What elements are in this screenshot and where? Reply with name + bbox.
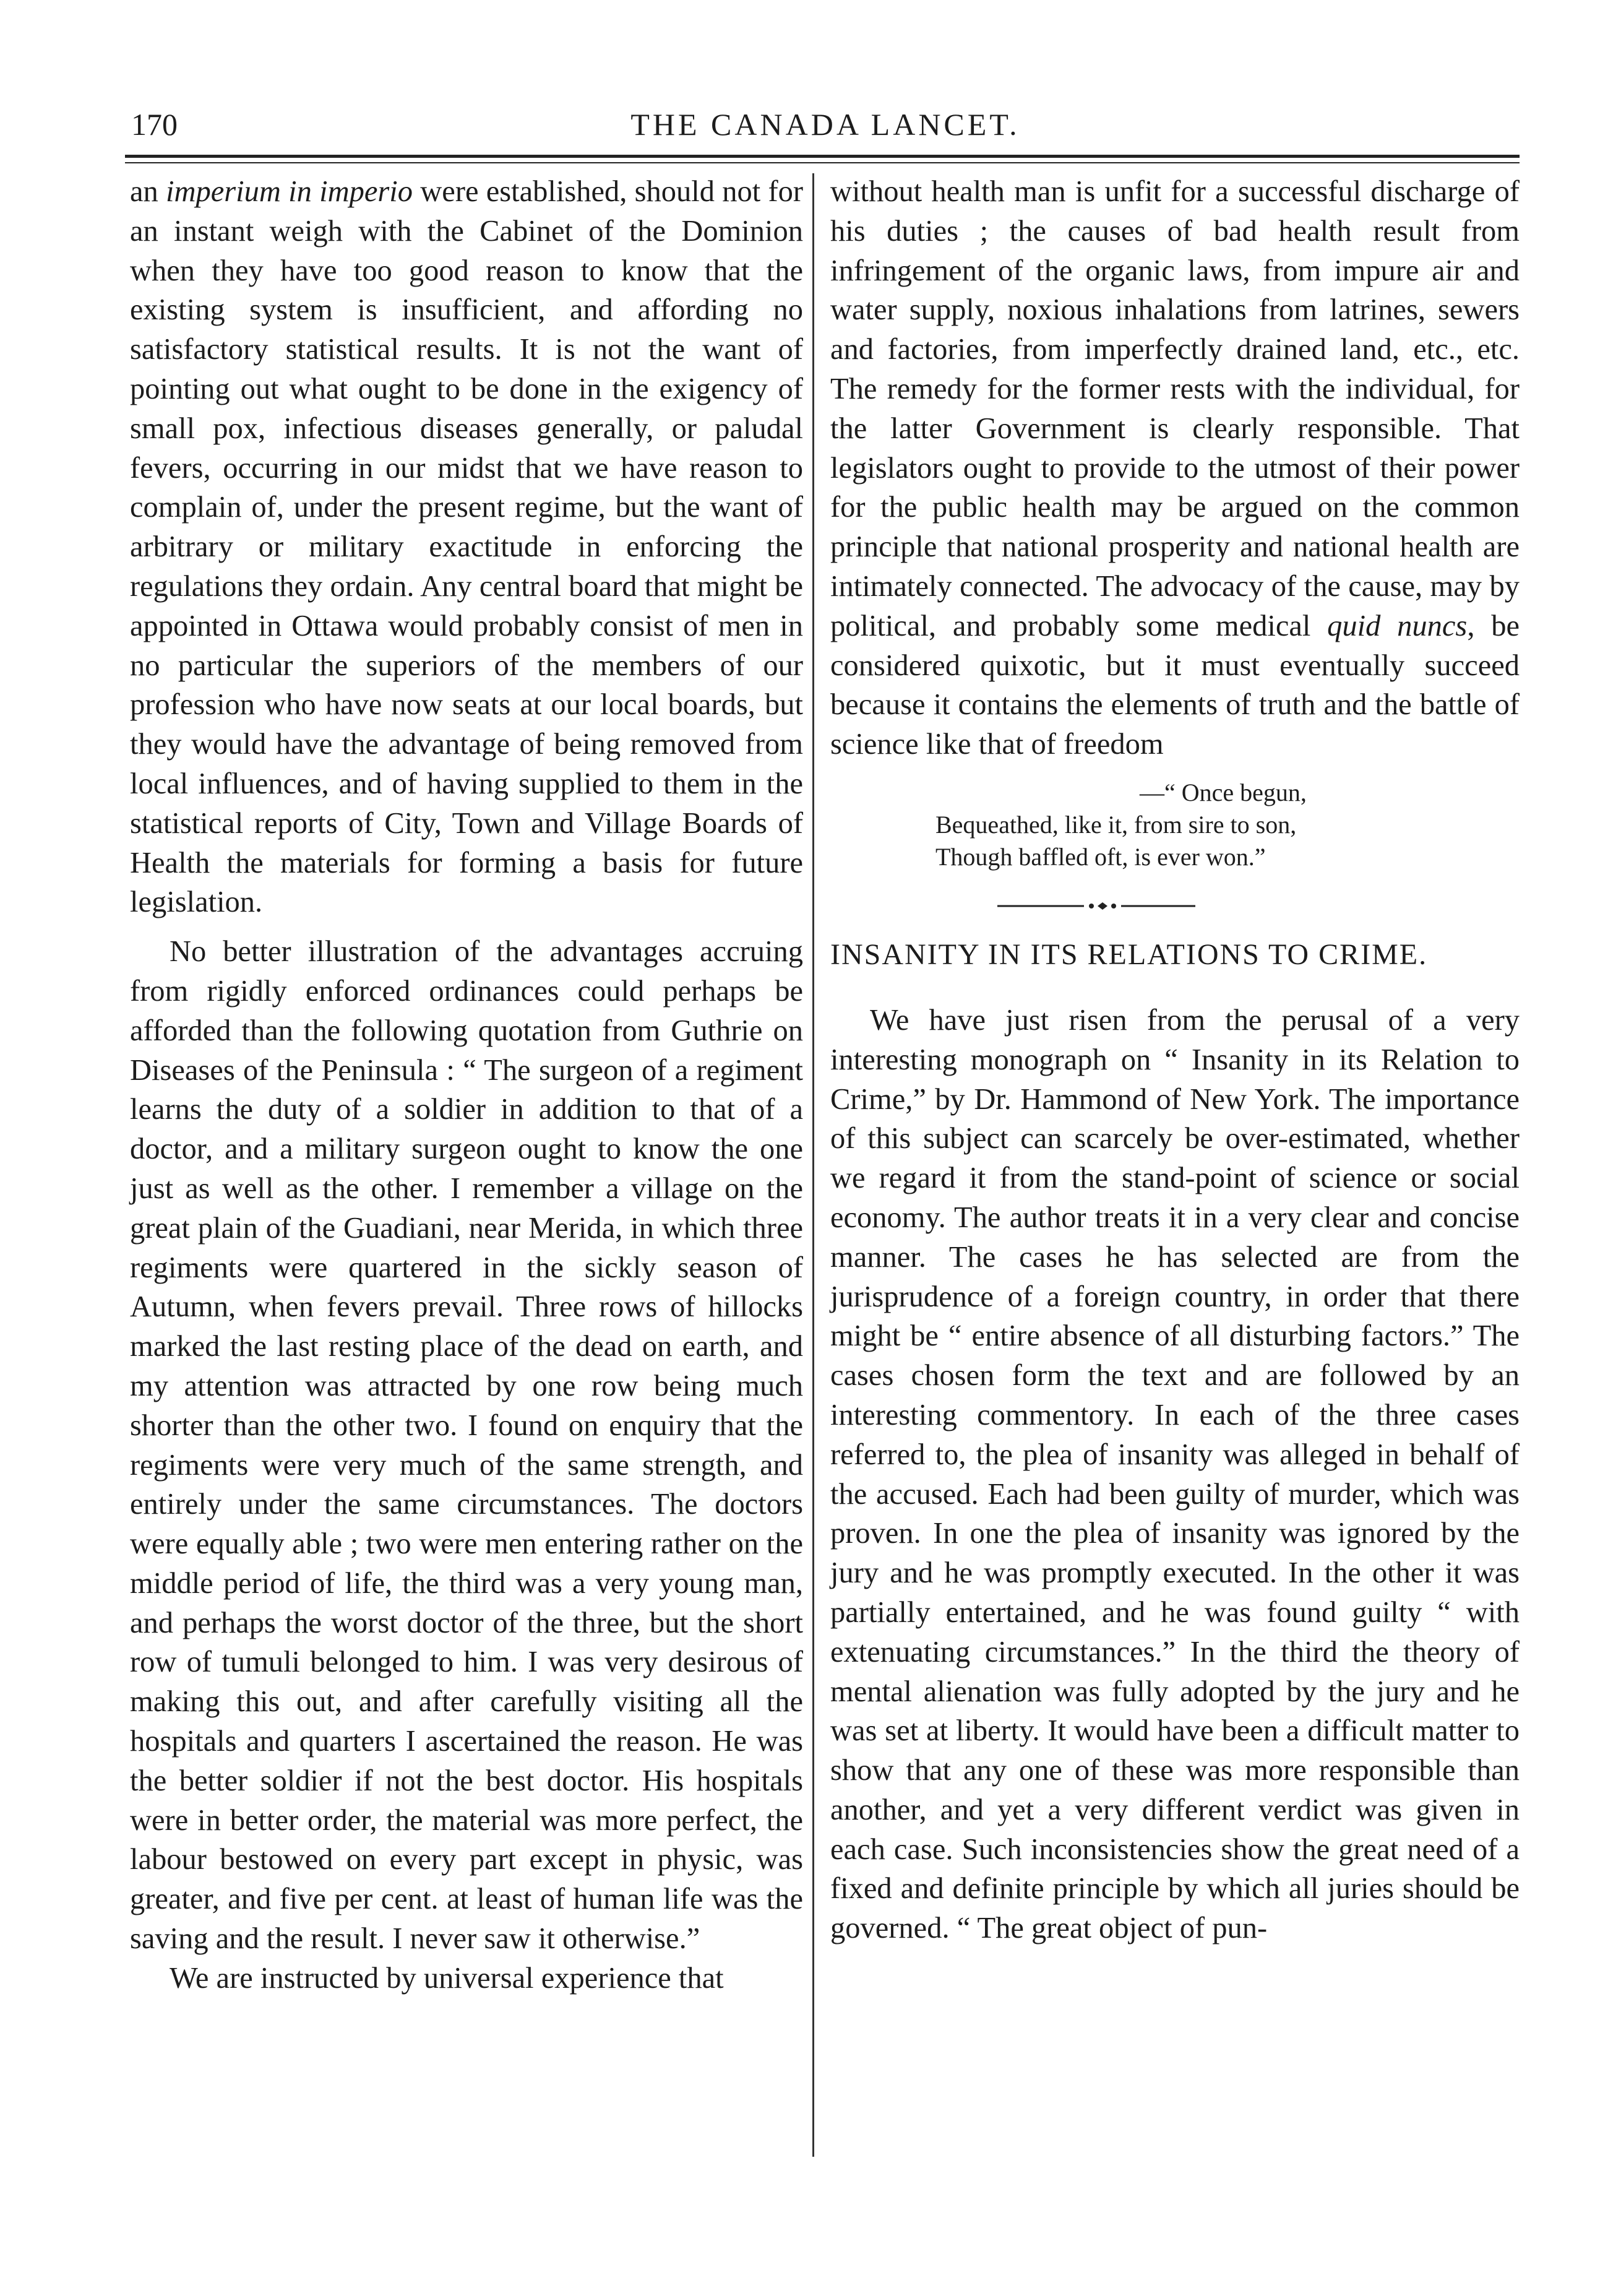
section-title: INSANITY IN ITS RELATIONS TO CRIME. [830,938,1428,971]
right-p1-italic: quid nuncs [1327,609,1468,642]
page-number: 170 [131,107,178,142]
left-p1-italic: imperium in imperio [166,175,413,208]
header-rule-thin [125,162,1520,163]
right-p1-text-a: without health man is unfit for a successful discharge of his duties ; the causes of bad health result from infringement of the organic laws, from impure air and water supply, noxious inhalations from latrines, sewers and factories, from imperfectly drained land, etc., etc. The remedy for the former rests with the individual, for the latter Government is clearly responsible. That legislators ought to provide to the utmost of their power for the public health may be argued on the common principle that national prosperity and national health are intimately connected. The advocacy of the cause, may by political, and probably some medical [830,175,1520,642]
poem-line-2: Bequeathed, like it, from sire to son, [935,810,1297,839]
left-column [130,172,803,1998]
right-column [830,172,1520,1948]
left-paragraph-2: No better illustration of the advantages accruing from rigidly enforced ordinances could perhaps be afforded than the following quotation from Guthrie on Diseases of the Peninsula : “ The surgeon of a regiment learns the duty of a soldier in addition to that of a doctor, and a military surgeon ought to know the one just as well as the other. I remember a village on the great plain of the Guadiani, near Merida, in which three regiments were quartered in the sickly season of Autumn, when fevers prevail. Three rows of hillocks marked the last resting place of the dead on earth, and my attention was attracted by one row being much shorter than the other two. I found on enquiry that the regiments were very much of the same strength, and entirely under the same circumstances. The doctors were equally able ; two were men entering rather on the middle period of life, the third was a very young man, and perhaps the worst doctor of the three, but the short row of tumuli belonged to him. I was very desirous of making this out, and after carefully visiting all the hospitals and quarters I ascertained the reason. He was the better soldier if not the best doctor. His hospitals were in better order, the material was more perfect, the labour bestowed on every part except in physic, was greater, and five per cent. at least of human life was the saving and the result. I never saw it otherwise.” [130,935,803,1956]
right-paragraph-2: We have just risen from the perusal of a very interesting monograph on “ Insanity in its Relation to Crime,” by Dr. Hammond of New York. The importance of this subject can scarcely be over-estimated, whether we regard it from the stand-point of science or social economy. The author treats it in a very clear and concise manner. The cases he has selected are from the jurisprudence of a foreign country, in order that there might be “ entire absence of all disturbing factors.” The cases chosen form the text and are followed by an interesting commentory. In each of the three cases referred to, the plea of insanity was alleged in behalf of the accused. Each had been guilty of murder, which was proven. In one the plea of insanity was ignored by the jury and he was promptly executed. In the other it was partially entertained, and he was found guilty “ with extenuating circumstances.” In the third the theory of mental alienation was fully adopted by the jury and he was set at liberty. It would have been a difficult matter to show that any one of these was more responsible than another, and yet a very different verdict was given in each case. Such inconsistencies show the great need of a fixed and definite principle by which all juries should be governed. “ The great object of pun- [830,1003,1520,1945]
left-paragraph-1 [130,172,803,922]
left-p1-text-a: an [130,175,166,208]
left-p1-text-b: were established, should not for an instant weigh with the Cabinet of the Dominion when they have too good reason to know that the existing system is insufficient, and affording no satisfactory statistical results. It is not the want of pointing out what ought to be done in the exigency of small pox, infectious diseases generally, or paludal fevers, occurring in our midst that we have reason to complain of, under the present regime, but the want of arbitrary or military exactitude in enforcing the regulations they ordain. Any central board that might be appointed in Ottawa would probably consist of men in no particular the superiors of the members of our profession who have now seats at our local boards, but they would have the advantage of being removed from local influences, and of having supplied to them in the statistical reports of City, Town and Village Boards of Health the materials for forming a basis for future legislation. [130,175,803,919]
left-paragraph-3: We are instructed by universal experience that [170,1961,724,1995]
running-title: THE CANADA LANCET. [630,107,1020,142]
poem-quote [830,777,1520,873]
page-header [131,98,1520,147]
column-divider [812,173,814,2157]
poem-line-1: —“ Once begun, [1140,778,1307,806]
poem-line-3: Though baffled oft, is ever won.” [935,842,1266,871]
right-p1-text-b: , be considered quixotic, but it must eventually succeed because it contains the elements of truth and the battle of science like that of freedom [830,609,1520,761]
section-ornament [830,897,1520,928]
right-paragraph-1 [830,172,1520,764]
header-rule-thick [125,155,1520,158]
ornament-rule-icon [991,897,1214,915]
